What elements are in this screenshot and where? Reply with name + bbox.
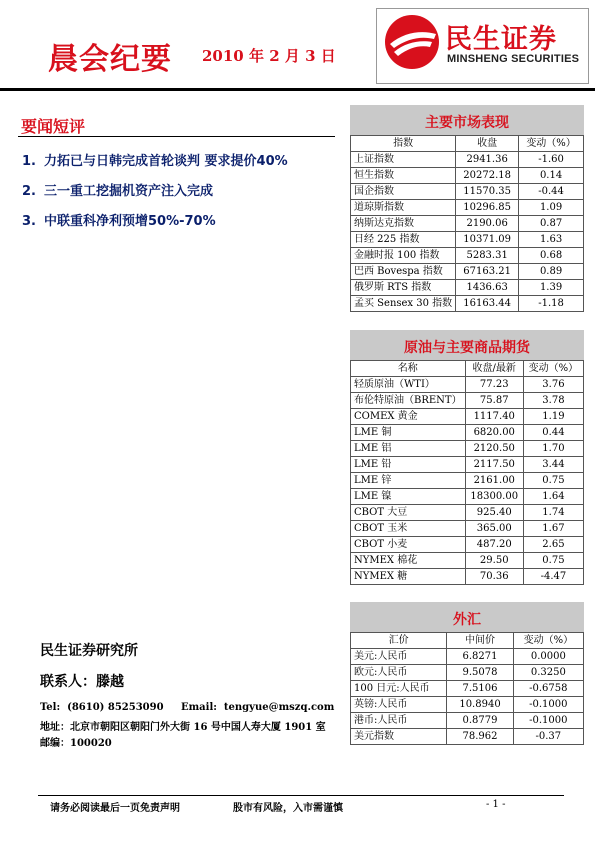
cell-value: 2120.50 xyxy=(465,441,523,457)
cell-value: 0.44 xyxy=(523,425,583,441)
cell-value: 6.8271 xyxy=(447,649,513,665)
row-label: 恒生指数 xyxy=(351,168,456,184)
table-row xyxy=(351,457,584,473)
table-row xyxy=(351,152,584,168)
row-label: 俄罗斯 RTS 指数 xyxy=(351,280,456,296)
report-title: 晨会纪要 xyxy=(48,42,172,77)
cell-value: 29.50 xyxy=(465,553,523,569)
table-row xyxy=(351,713,584,729)
row-label: LME 铜 xyxy=(351,425,466,441)
table-row xyxy=(351,697,584,713)
news-item-number: 1. xyxy=(22,154,36,169)
news-item-text: 中联重科净利预增50%-70% xyxy=(44,214,216,229)
table-row xyxy=(351,409,584,425)
row-label: COMEX 黄金 xyxy=(351,409,466,425)
cell-value: 365.00 xyxy=(465,521,523,537)
cell-value: 7.5106 xyxy=(447,681,513,697)
logo-emblem-icon xyxy=(384,14,440,70)
cell-value: 3.78 xyxy=(523,393,583,409)
table-row xyxy=(351,200,584,216)
table-row xyxy=(351,473,584,489)
cell-value: 0.87 xyxy=(519,216,584,232)
column-header: 名称 xyxy=(351,361,466,377)
row-label: 美元指数 xyxy=(351,729,447,745)
row-label: 金融时报 100 指数 xyxy=(351,248,456,264)
cell-value: 20272.18 xyxy=(456,168,519,184)
cell-value: 2941.36 xyxy=(456,152,519,168)
news-item-number: 2. xyxy=(22,184,36,199)
cell-value: 2161.00 xyxy=(465,473,523,489)
markets-table xyxy=(350,135,584,312)
table-row xyxy=(351,216,584,232)
row-label: 港币:人民币 xyxy=(351,713,447,729)
row-label: LME 铅 xyxy=(351,457,466,473)
row-label: 布伦特原油（BRENT） xyxy=(351,393,466,409)
row-label: 纳斯达克指数 xyxy=(351,216,456,232)
table-row xyxy=(351,681,584,697)
news-heading: 要闻短评 xyxy=(21,117,86,136)
cell-value: -4.47 xyxy=(523,569,583,585)
cell-value: 1.64 xyxy=(523,489,583,505)
logo-text-en: MINSHENG SECURITIES xyxy=(447,53,580,65)
cell-value: 0.75 xyxy=(523,553,583,569)
cell-value: 0.68 xyxy=(519,248,584,264)
news-item-text: 力拓已与日韩完成首轮谈判 要求提价40% xyxy=(44,154,288,169)
row-label: CBOT 玉米 xyxy=(351,521,466,537)
row-label: CBOT 大豆 xyxy=(351,505,466,521)
row-label: 轻质原油（WTI） xyxy=(351,377,466,393)
commodities-table xyxy=(350,360,584,585)
footer-disclaimer: 请务必阅读最后一页免责声明 xyxy=(50,803,180,814)
cell-value: 75.87 xyxy=(465,393,523,409)
cell-value: 487.20 xyxy=(465,537,523,553)
table-row xyxy=(351,649,584,665)
news-divider xyxy=(18,136,335,137)
news-item-text: 三一重工挖掘机资产注入完成 xyxy=(44,184,214,199)
table-row xyxy=(351,296,584,312)
cell-value: 5283.31 xyxy=(456,248,519,264)
table-row xyxy=(351,248,584,264)
fx-panel-header xyxy=(350,600,584,632)
fx-panel xyxy=(350,600,584,745)
institute-name: 民生证券研究所 xyxy=(40,643,138,659)
row-label: 英镑:人民币 xyxy=(351,697,447,713)
footer-divider xyxy=(38,795,564,796)
row-label: 上证指数 xyxy=(351,152,456,168)
row-label: 100 日元:人民币 xyxy=(351,681,447,697)
cell-value: 11570.35 xyxy=(456,184,519,200)
news-item[interactable] xyxy=(22,150,288,169)
table-row xyxy=(351,521,584,537)
cell-value: 1.63 xyxy=(519,232,584,248)
table-row xyxy=(351,232,584,248)
row-label: 美元:人民币 xyxy=(351,649,447,665)
contact-postcode: 邮编：100020 xyxy=(40,738,112,749)
table-row xyxy=(351,280,584,296)
cell-value: 10.8940 xyxy=(447,697,513,713)
table-row xyxy=(351,537,584,553)
row-label: LME 铝 xyxy=(351,441,466,457)
row-label: 日经 225 指数 xyxy=(351,232,456,248)
row-label: 欧元:人民币 xyxy=(351,665,447,681)
cell-value: 1.67 xyxy=(523,521,583,537)
cell-value: 9.5078 xyxy=(447,665,513,681)
cell-value: 0.3250 xyxy=(513,665,583,681)
cell-value: -0.6758 xyxy=(513,681,583,697)
table-row xyxy=(351,168,584,184)
cell-value: 16163.44 xyxy=(456,296,519,312)
markets-panel xyxy=(350,103,584,312)
column-header: 汇价 xyxy=(351,633,447,649)
cell-value: -0.1000 xyxy=(513,713,583,729)
cell-value: 2190.06 xyxy=(456,216,519,232)
column-header: 变动（%） xyxy=(513,633,583,649)
column-header: 收盘/最新 xyxy=(465,361,523,377)
cell-value: 78.962 xyxy=(447,729,513,745)
report-date: 2010 年 2 月 3 日 xyxy=(202,47,336,65)
cell-value: 1117.40 xyxy=(465,409,523,425)
cell-value: 1.09 xyxy=(519,200,584,216)
row-label: NYMEX 糖 xyxy=(351,569,466,585)
table-row xyxy=(351,569,584,585)
table-row xyxy=(351,505,584,521)
cell-value: 2117.50 xyxy=(465,457,523,473)
header-divider xyxy=(0,88,595,91)
row-label: CBOT 小麦 xyxy=(351,537,466,553)
news-item[interactable] xyxy=(22,210,216,229)
row-label: 道琼斯指数 xyxy=(351,200,456,216)
table-row xyxy=(351,441,584,457)
cell-value: 2.65 xyxy=(523,537,583,553)
row-label: LME 镍 xyxy=(351,489,466,505)
logo-text-cn: 民生证券 xyxy=(445,24,557,55)
table-row xyxy=(351,377,584,393)
table-row xyxy=(351,489,584,505)
contact-address: 地址：北京市朝阳区朝阳门外大街 16 号中国人寿大厦 1901 室 xyxy=(40,722,326,733)
markets-panel-header xyxy=(350,103,584,135)
markets-header-row xyxy=(351,136,584,152)
fx-title: 外汇 xyxy=(453,612,481,628)
row-label: LME 锌 xyxy=(351,473,466,489)
fx-header-row xyxy=(351,633,584,649)
row-label: NYMEX 棉花 xyxy=(351,553,466,569)
column-header: 中间价 xyxy=(447,633,513,649)
cell-value: 0.0000 xyxy=(513,649,583,665)
cell-value: 0.14 xyxy=(519,168,584,184)
cell-value: -0.44 xyxy=(519,184,584,200)
cell-value: 6820.00 xyxy=(465,425,523,441)
cell-value: 3.44 xyxy=(523,457,583,473)
page-number: - 1 - xyxy=(486,799,506,810)
cell-value: 0.75 xyxy=(523,473,583,489)
cell-value: 0.8779 xyxy=(447,713,513,729)
table-row xyxy=(351,729,584,745)
table-row xyxy=(351,184,584,200)
cell-value: 1.74 xyxy=(523,505,583,521)
commodities-panel-header xyxy=(350,328,584,360)
news-item[interactable] xyxy=(22,180,213,199)
cell-value: 10371.09 xyxy=(456,232,519,248)
commodities-panel xyxy=(350,328,584,585)
column-header: 变动（%） xyxy=(523,361,583,377)
contact-person: 联系人：滕越 xyxy=(40,674,124,690)
cell-value: 1.70 xyxy=(523,441,583,457)
contact-tel-email: Tel: (8610) 85253090 Email: tengyue@mszq.com xyxy=(40,702,335,713)
cell-value: 18300.00 xyxy=(465,489,523,505)
cell-value: 77.23 xyxy=(465,377,523,393)
row-label: 国企指数 xyxy=(351,184,456,200)
news-item-number: 3. xyxy=(22,214,36,229)
cell-value: 925.40 xyxy=(465,505,523,521)
column-header: 指数 xyxy=(351,136,456,152)
table-row xyxy=(351,393,584,409)
cell-value: -0.37 xyxy=(513,729,583,745)
footer-risk-warning: 股市有风险，入市需谨慎 xyxy=(233,803,343,814)
cell-value: 70.36 xyxy=(465,569,523,585)
cell-value: 67163.21 xyxy=(456,264,519,280)
table-row xyxy=(351,425,584,441)
cell-value: 10296.85 xyxy=(456,200,519,216)
cell-value: -1.18 xyxy=(519,296,584,312)
cell-value: 3.76 xyxy=(523,377,583,393)
row-label: 孟买 Sensex 30 指数 xyxy=(351,296,456,312)
cell-value: 1.19 xyxy=(523,409,583,425)
table-row xyxy=(351,264,584,280)
cell-value: -1.60 xyxy=(519,152,584,168)
cell-value: -0.1000 xyxy=(513,697,583,713)
column-header: 变动（%） xyxy=(519,136,584,152)
row-label: 巴西 Bovespa 指数 xyxy=(351,264,456,280)
table-row xyxy=(351,665,584,681)
fx-table xyxy=(350,632,584,745)
cell-value: 1.39 xyxy=(519,280,584,296)
cell-value: 1436.63 xyxy=(456,280,519,296)
commodities-header-row xyxy=(351,361,584,377)
cell-value: 0.89 xyxy=(519,264,584,280)
commodities-title: 原油与主要商品期货 xyxy=(404,340,530,356)
table-row xyxy=(351,553,584,569)
markets-title: 主要市场表现 xyxy=(425,115,509,131)
column-header: 收盘 xyxy=(456,136,519,152)
